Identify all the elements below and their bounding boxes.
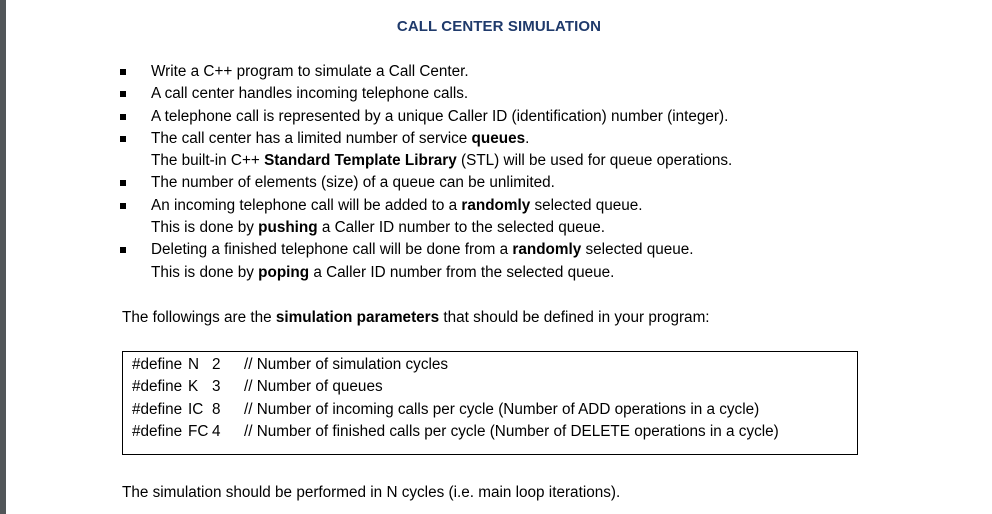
define-comment: // Number of incoming calls per cycle (Number of ADD operations in a cycle) [244,400,760,418]
bullet-continuation [116,150,732,172]
footer-paragraph: The simulation should be performed in N cycles (i.e. main loop iterations). [122,484,621,501]
text-run: A telephone call is represented by a unique Caller ID (identification) number (integer). [151,107,729,125]
document-title: CALL CENTER SIMULATION [396,18,602,35]
text-run: The call center has a limited number of service [151,129,472,147]
define-value: 8 [212,400,221,418]
define-keyword: #define [132,422,183,440]
text-run: (STL) will be used for queue operations. [456,152,733,170]
bold-text: randomly [461,196,531,214]
text-run: This is done by [151,219,259,237]
define-name: IC [188,400,204,418]
text-run: selected queue. [530,196,643,214]
square-bullet-icon [120,203,126,209]
bullet-item [116,195,732,217]
text-run: a Caller ID number from the selected queue. [309,263,615,281]
define-code-box [122,351,858,455]
text-run: An incoming telephone call will be added to a [151,196,462,214]
square-bullet-icon [120,91,126,97]
bullet-item [116,83,732,105]
define-comment: // Number of finished calls per cycle (Number of DELETE operations in a cycle) [244,422,779,440]
bullet-continuation [116,262,732,284]
text-run: a Caller ID number to the selected queue. [317,219,606,237]
bold-text: pushing [258,219,318,237]
define-name: FC [188,422,209,440]
square-bullet-icon [120,114,126,120]
square-bullet-icon [120,69,126,75]
bold-text: queues [471,129,526,147]
bullet-item [116,128,732,150]
text-run: . [525,129,530,147]
text-run: The number of elements (size) of a queue can be unlimited. [151,174,555,192]
bullet-continuation [116,217,732,239]
square-bullet-icon [120,136,126,142]
define-name: K [188,378,199,396]
define-line [132,376,857,398]
bullet-list [116,61,732,284]
define-name: N [188,356,200,373]
define-line [132,399,857,421]
text-run: Write a C++ program to simulate a Call Center. [151,63,469,80]
intro-paragraph [122,309,710,327]
text-run: This is done by [151,263,259,281]
define-line [132,421,857,443]
text-run: selected queue. [581,241,694,259]
define-value: 3 [212,378,221,396]
define-comment: // Number of queues [244,378,383,396]
document-page [6,0,992,514]
text-run: Deleting a finished telephone call will be done from a [151,241,513,259]
intro-text-after: that should be defined in your program: [439,309,710,326]
bullet-item [116,239,732,261]
intro-text-bold: simulation parameters [275,309,440,326]
define-keyword: #define [132,356,183,373]
bold-text: poping [258,263,310,281]
bold-text: randomly [512,241,582,259]
define-line [132,354,857,376]
intro-text-before: The followings are the [122,309,276,326]
text-run: A call center handles incoming telephone calls. [151,85,469,103]
bullet-item [116,172,732,194]
square-bullet-icon [120,247,126,253]
bullet-item [116,61,732,83]
define-keyword: #define [132,378,183,396]
square-bullet-icon [120,180,126,186]
text-run: The built-in C++ [151,152,265,170]
define-value: 4 [212,422,221,440]
define-keyword: #define [132,400,183,418]
bold-text: Standard Template Library [264,152,457,170]
define-comment: // Number of simulation cycles [244,356,449,373]
bullet-item [116,106,732,128]
define-value: 2 [212,356,221,373]
